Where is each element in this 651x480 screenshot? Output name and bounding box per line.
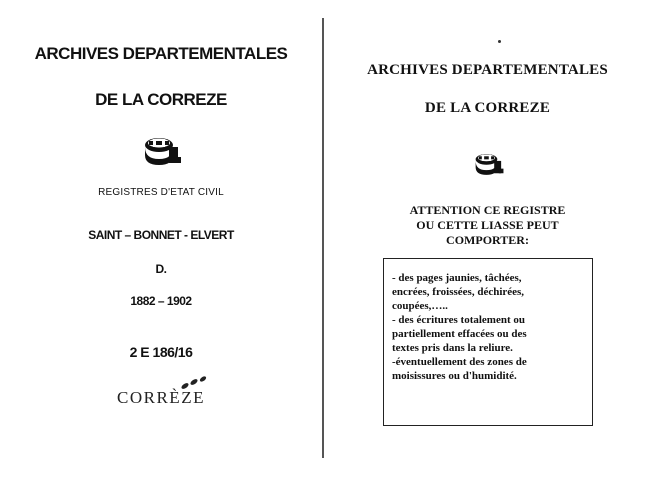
warning-box bbox=[383, 258, 593, 426]
attention-line: OU CETTE LIASSE PEUT bbox=[416, 218, 559, 232]
attention-notice bbox=[324, 203, 651, 248]
microfilm-reel-icon bbox=[0, 133, 322, 174]
correze-logo-text: CORRÈZE bbox=[117, 388, 205, 407]
right-page bbox=[324, 0, 651, 480]
warning-line: - des pages jaunies, tâchées, bbox=[392, 272, 522, 284]
commune-name: SAINT – BONNET - ELVERT bbox=[88, 228, 234, 242]
warning-line: - des écritures totalement ou bbox=[392, 314, 525, 326]
warning-line: coupées,….. bbox=[392, 300, 448, 312]
left-page bbox=[0, 0, 322, 480]
warning-line: moisissures ou d'humidité. bbox=[392, 370, 517, 382]
attention-line: COMPORTER: bbox=[446, 233, 529, 247]
left-title-line1: ARCHIVES DEPARTEMENTALES bbox=[34, 44, 288, 63]
warning-line: textes pris dans la reliure. bbox=[392, 342, 513, 354]
warning-line: -éventuellement des zones de bbox=[392, 356, 527, 368]
right-title-line2: DE LA CORREZE bbox=[424, 100, 551, 116]
attention-line: ATTENTION CE REGISTRE bbox=[409, 203, 566, 217]
speck bbox=[498, 40, 501, 43]
left-title-line2: DE LA CORREZE bbox=[95, 90, 227, 109]
warning-line: encrées, froissées, déchirées, bbox=[392, 286, 525, 298]
date-range: 1882 – 1902 bbox=[130, 294, 192, 308]
act-type: D. bbox=[155, 262, 167, 276]
microfilm-reel-icon bbox=[324, 150, 651, 183]
warning-line: partiellement effacées ou des bbox=[392, 328, 527, 340]
right-title-line1: ARCHIVES DEPARTEMENTALES bbox=[367, 62, 608, 78]
register-type: REGISTRES D'ETAT CIVIL bbox=[98, 187, 224, 198]
archive-cote: 2 E 186/16 bbox=[129, 344, 193, 360]
